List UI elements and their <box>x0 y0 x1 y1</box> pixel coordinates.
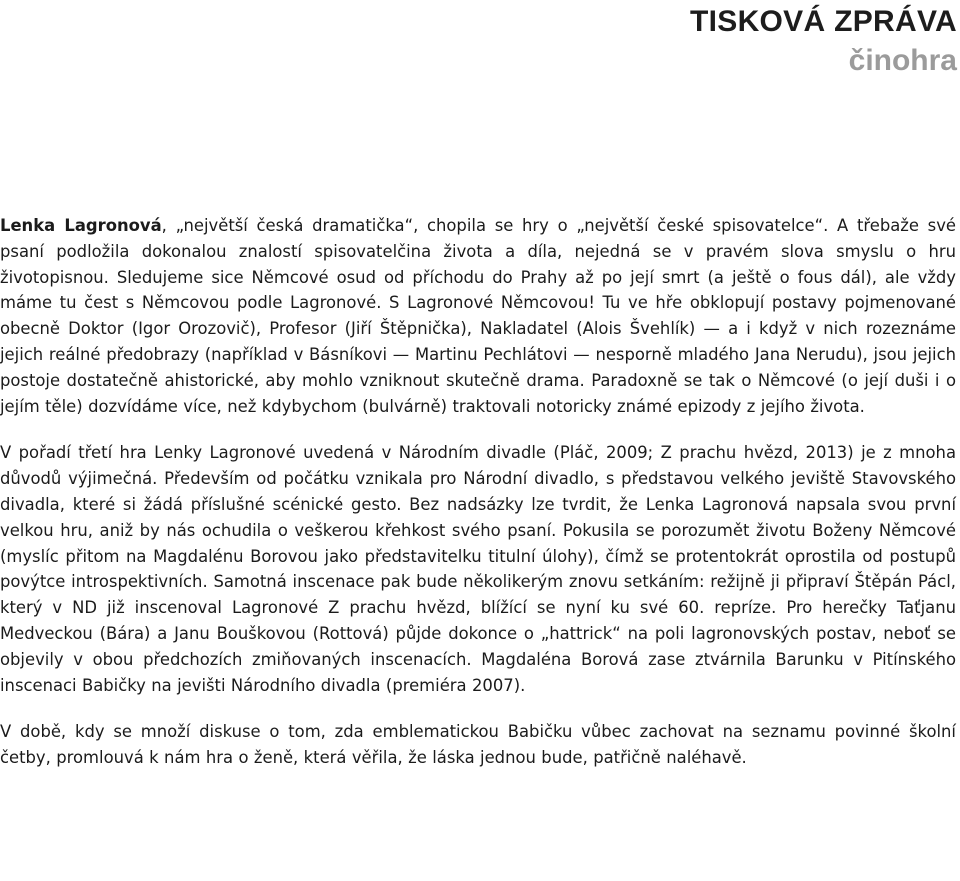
author-name: Lenka Lagronová <box>0 216 162 235</box>
paragraph-production: V pořadí třetí hra Lenky Lagronové uvedená v Národním divadle (Pláč, 2009; Z prachu hvězd, 2013) je z mnoha důvodů výjimečná. Především od počátku vznikala pro Národní divadlo, s představou velkého jeviště Stavovského divadla, které si žádá příslušné scénické gesto. Bez nadsázky lze tvrdit, že Lenka Lagronová napsala svou první velkou hru, aniž by nás ochudila o veškerou křehkost svého psaní. Pokusila se porozumět životu Boženy Němcové (myslíc přitom na Magdalénu Borovou jako představitelku titulní úlohy), čímž se protentokrát oprostila od postupů povýtce introspektivních. Samotná inscenace pak bude několikerým znovu setkáním: režijně ji připraví Štěpán Pácl, který v ND již inscenoval Lagronové Z prachu hvězd, blížící se nyní ku své 60. repríze. Pro herečky Taťjanu Medveckou (Bára) a Janu Bouškovou (Rottová) půjde dokonce o „hattrick“ na poli lagronovských postav, neboť se objevily v obou předchozích zmiňovaných inscenacích. Magdaléna Borová zase ztvárnila Barunku v Pitínského inscenaci Babičky na jevišti Národního divadla (premiéra 2007). <box>0 443 956 695</box>
document-title: TISKOVÁ ZPRÁVA <box>690 5 957 38</box>
paragraph-closing: V době, kdy se množí diskuse o tom, zda emblematickou Babičku vůbec zachovat na seznamu povinné školní četby, promlouvá k nám hra o ženě, která věřila, že láska jednou bude, patřičně naléhavě. <box>0 722 956 768</box>
paragraph-intro-text: , „největší česká dramatička“, chopila se hry o „největší české spisovatelce“. A třebaže své psaní podložila dokonalou znalostí spisovatelčina života a díla, nejedná se v pravém slova smyslu o hru životopisnou. Sledujeme sice Němcové osud od příchodu do Prahy až po její smrt (a ještě o fous dál), ale vždy máme tu čest s Němcovou podle Lagronové. S Lagronové Němcovou! Tu ve hře obklopují postavy pojmenované obecně Doktor (Igor Orozovič), Profesor (Jiří Štěpnička), Nakladatel (Alois Švehlík) — a i když v nich rozeznáme jejich reálné předobrazy (například v Básníkovi — Martinu Pechlátovi — nesporně mladého Jana Nerudu), jsou jejich postoje dostatečně ahistorické, aby mohlo vzniknout skutečně drama. Paradoxně se tak o Němcové (o její duši i o jejím těle) dozvídáme více, než kdybychom (bulvárně) traktovali notoricky známé epizody z jejího života. <box>0 216 957 416</box>
press-header <box>690 2 957 80</box>
paragraph-intro <box>0 213 956 419</box>
document-subtitle: činohra <box>848 44 957 77</box>
article-body <box>0 213 956 792</box>
